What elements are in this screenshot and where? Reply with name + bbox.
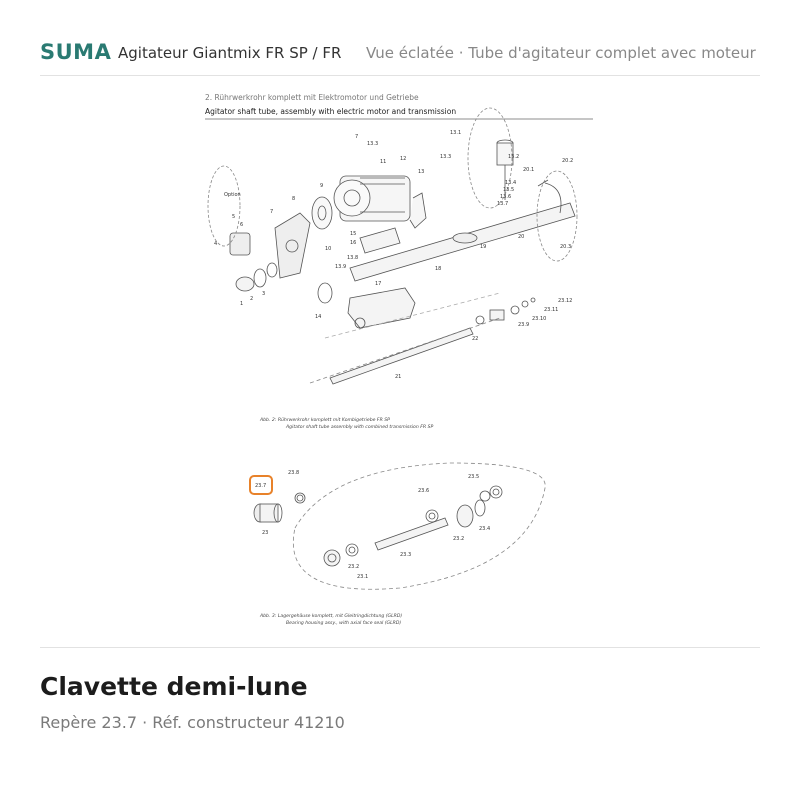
figure-3-callouts bbox=[255, 470, 490, 580]
svg-text:23.2: 23.2 bbox=[348, 564, 360, 570]
svg-text:1: 1 bbox=[240, 301, 244, 307]
svg-text:23.8: 23.8 bbox=[288, 470, 300, 476]
svg-text:23.4: 23.4 bbox=[479, 526, 491, 532]
svg-text:23.7: 23.7 bbox=[255, 483, 267, 489]
exploded-view-svg bbox=[200, 88, 600, 638]
header bbox=[40, 40, 760, 66]
svg-text:6: 6 bbox=[240, 222, 244, 228]
svg-text:20: 20 bbox=[518, 234, 525, 240]
divider-top bbox=[40, 75, 760, 76]
svg-text:21: 21 bbox=[395, 374, 402, 380]
svg-text:17: 17 bbox=[375, 281, 382, 287]
svg-text:23.9: 23.9 bbox=[518, 322, 530, 328]
svg-text:16: 16 bbox=[350, 240, 357, 246]
svg-text:13.1: 13.1 bbox=[450, 130, 462, 136]
machine-model: Agitateur Giantmix FR SP / FR bbox=[118, 44, 342, 62]
figure-2-caption-line2: Agitator shaft tube assembly with combined transmission FR SP bbox=[286, 425, 434, 430]
svg-text:8: 8 bbox=[292, 196, 296, 202]
svg-text:13.4: 13.4 bbox=[505, 180, 517, 186]
figure-3-drawing bbox=[254, 463, 545, 589]
svg-text:23.6: 23.6 bbox=[418, 488, 430, 494]
svg-text:13.3: 13.3 bbox=[367, 141, 379, 147]
brand-logo: SUMA bbox=[40, 40, 112, 64]
svg-text:12: 12 bbox=[400, 156, 407, 162]
diagram-heading-top: 2. Rührwerkrohr komplett mit Elektromotor und Getriebe bbox=[205, 93, 419, 102]
svg-text:5: 5 bbox=[232, 214, 236, 220]
part-reference: Repère 23.7 · Réf. constructeur 41210 bbox=[40, 713, 345, 732]
svg-text:23.2: 23.2 bbox=[453, 536, 465, 542]
svg-text:23: 23 bbox=[262, 530, 269, 536]
svg-text:22: 22 bbox=[472, 336, 479, 342]
divider-bottom bbox=[40, 647, 760, 648]
svg-text:13.7: 13.7 bbox=[497, 201, 509, 207]
svg-text:7: 7 bbox=[355, 134, 359, 140]
svg-text:23.12: 23.12 bbox=[558, 298, 573, 304]
svg-text:23.5: 23.5 bbox=[468, 474, 480, 480]
svg-text:19: 19 bbox=[480, 244, 487, 250]
svg-text:2: 2 bbox=[250, 296, 254, 302]
svg-text:9: 9 bbox=[320, 183, 324, 189]
svg-text:23.1: 23.1 bbox=[357, 574, 369, 580]
diagram-heading: Agitator shaft tube, assembly with electric motor and transmission bbox=[205, 107, 457, 116]
svg-text:13.5: 13.5 bbox=[503, 187, 515, 193]
exploded-view-diagram bbox=[200, 88, 600, 638]
part-title: Clavette demi-lune bbox=[40, 672, 308, 701]
svg-text:23.11: 23.11 bbox=[544, 307, 559, 313]
figure-2-drawing bbox=[208, 108, 577, 384]
svg-text:11: 11 bbox=[380, 159, 387, 165]
svg-text:13: 13 bbox=[418, 169, 425, 175]
svg-text:3: 3 bbox=[262, 291, 266, 297]
svg-text:13.3: 13.3 bbox=[440, 154, 452, 160]
svg-text:13.8: 13.8 bbox=[347, 255, 359, 261]
svg-text:7: 7 bbox=[270, 209, 274, 215]
svg-text:13.9: 13.9 bbox=[335, 264, 347, 270]
figure-2-caption-line1: Abb. 2: Rührwerkrohr komplett mit Kombigetriebe FR SP bbox=[260, 418, 390, 423]
figure-3-caption-line2: Bearing housing assy., with axial face seal (GLRD) bbox=[286, 621, 402, 626]
svg-text:15: 15 bbox=[350, 231, 357, 237]
svg-text:20.2: 20.2 bbox=[562, 158, 574, 164]
svg-text:20.3: 20.3 bbox=[560, 244, 572, 250]
svg-text:14: 14 bbox=[315, 314, 322, 320]
svg-text:23.10: 23.10 bbox=[532, 316, 547, 322]
svg-text:20.1: 20.1 bbox=[523, 167, 535, 173]
svg-text:18: 18 bbox=[435, 266, 442, 272]
view-subtitle: Vue éclatée · Tube d'agitateur complet avec moteur bbox=[366, 44, 756, 62]
svg-text:13.2: 13.2 bbox=[508, 154, 520, 160]
figure-3-caption-line1: Abb. 3: Lagergehäuse komplett, mit Gleitringdichtung (GLRD) bbox=[260, 614, 403, 619]
svg-text:23.3: 23.3 bbox=[400, 552, 412, 558]
svg-text:13.6: 13.6 bbox=[500, 194, 512, 200]
svg-text:10: 10 bbox=[325, 246, 332, 252]
option-label: Option bbox=[224, 192, 241, 198]
svg-text:4: 4 bbox=[214, 241, 218, 247]
